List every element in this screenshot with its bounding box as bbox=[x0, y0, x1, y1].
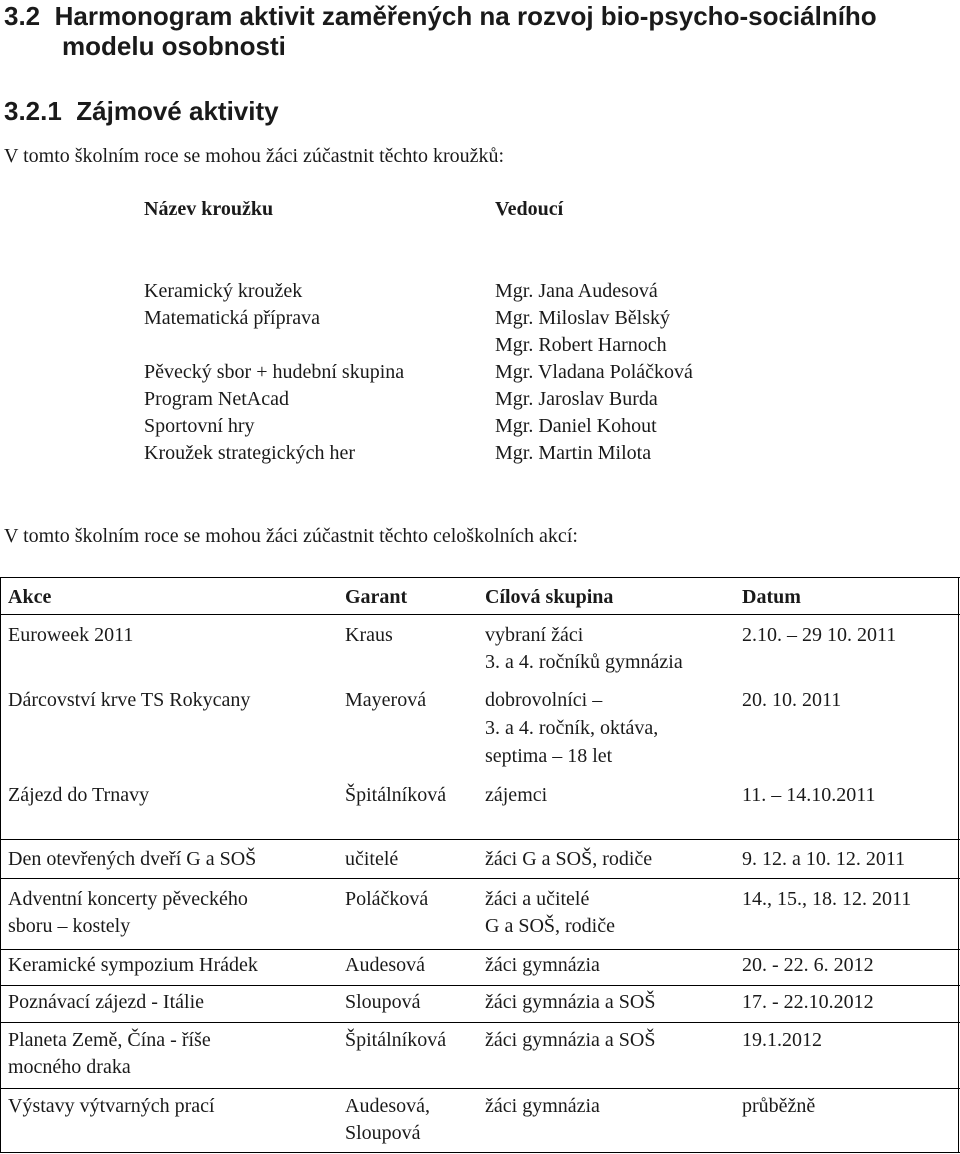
club-leader: Mgr. Vladana Poláčková bbox=[495, 361, 693, 383]
event-datum: 9. 12. a 10. 12. 2011 bbox=[742, 848, 906, 870]
event-skupina: žáci gymnázia a SOŠ bbox=[485, 1029, 656, 1051]
club-leader: Mgr. Miloslav Bělský bbox=[495, 307, 671, 329]
table-row-divider bbox=[0, 878, 960, 879]
subsection-title: Zájmové aktivity bbox=[76, 96, 279, 126]
event-garant: Mayerová bbox=[345, 689, 427, 711]
intro-clubs: V tomto školním roce se mohou žáci zúčastnit těchto kroužků: bbox=[4, 145, 505, 167]
table-row-divider bbox=[0, 985, 960, 986]
club-leader: Mgr. Daniel Kohout bbox=[495, 415, 657, 437]
event-garant: Špitálníková bbox=[345, 784, 447, 806]
event-skupina: žáci gymnázia bbox=[485, 954, 600, 976]
club-leader: Mgr. Jaroslav Burda bbox=[495, 388, 658, 410]
table-border-bottom bbox=[0, 1152, 960, 1153]
table-row-divider bbox=[0, 1022, 960, 1023]
section-number: 3.2 bbox=[4, 1, 41, 31]
club-name: Sportovní hry bbox=[144, 415, 255, 437]
event-garant: Poláčková bbox=[345, 888, 429, 910]
event-skupina: žáci gymnázia a SOŠ bbox=[485, 991, 656, 1013]
event-akce: Planeta Země, Čína - říše bbox=[8, 1029, 211, 1051]
event-datum: 14., 15., 18. 12. 2011 bbox=[742, 888, 912, 910]
event-datum: 17. - 22.10.2012 bbox=[742, 991, 874, 1013]
club-name: Kroužek strategických her bbox=[144, 442, 356, 464]
event-datum: 2.10. – 29 10. 2011 bbox=[742, 624, 897, 646]
event-akce: Keramické sympozium Hrádek bbox=[8, 954, 258, 976]
event-datum: 20. 10. 2011 bbox=[742, 689, 842, 711]
events-header-datum: Datum bbox=[742, 586, 801, 608]
club-name: Pěvecký sbor + hudební skupina bbox=[144, 361, 405, 383]
event-skupina: dobrovolníci – bbox=[485, 689, 603, 711]
event-garant: učitelé bbox=[345, 848, 399, 870]
club-leader: Mgr. Robert Harnoch bbox=[495, 334, 667, 356]
event-garant: Kraus bbox=[345, 624, 393, 646]
table-row-divider bbox=[0, 949, 960, 950]
table-row-divider bbox=[0, 1088, 960, 1089]
event-akce: Adventní koncerty pěveckého bbox=[8, 888, 248, 910]
subsection-number: 3.2.1 bbox=[4, 96, 62, 126]
events-header-akce: Akce bbox=[8, 586, 52, 608]
table-border-right bbox=[958, 577, 959, 1153]
intro-events: V tomto školním roce se mohou žáci zúčastnit těchto celoškolních akcí: bbox=[4, 525, 578, 547]
table-section-divider bbox=[0, 839, 960, 840]
club-name: Keramický kroužek bbox=[144, 280, 303, 302]
subsection-heading bbox=[4, 95, 279, 128]
event-akce: Poznávací zájezd - Itálie bbox=[8, 991, 204, 1013]
section-title-line1: Harmonogram aktivit zaměřených na rozvoj bio-psycho-sociálního bbox=[54, 1, 877, 31]
table-border-left bbox=[0, 577, 1, 1153]
event-garant: Sloupová bbox=[345, 1122, 421, 1144]
event-skupina: G a SOŠ, rodiče bbox=[485, 915, 615, 937]
event-skupina: 3. a 4. ročníků gymnázia bbox=[485, 651, 683, 673]
event-garant: Sloupová bbox=[345, 991, 421, 1013]
event-akce: Zájezd do Trnavy bbox=[8, 784, 150, 806]
event-skupina: 3. a 4. ročník, oktáva, bbox=[485, 717, 659, 739]
event-datum: 19.1.2012 bbox=[742, 1029, 822, 1051]
club-leader: Mgr. Martin Milota bbox=[495, 442, 652, 464]
clubs-header-leader: Vedoucí bbox=[495, 198, 564, 220]
table-border-top bbox=[0, 577, 960, 578]
club-name: Matematická příprava bbox=[144, 307, 321, 329]
event-datum: průběžně bbox=[742, 1095, 816, 1117]
event-datum: 20. - 22. 6. 2012 bbox=[742, 954, 874, 976]
event-skupina: žáci a učitelé bbox=[485, 888, 590, 910]
events-header-skupina: Cílová skupina bbox=[485, 586, 614, 608]
event-skupina: septima – 18 let bbox=[485, 745, 613, 767]
event-akce: Dárcovství krve TS Rokycany bbox=[8, 689, 251, 711]
club-name: Program NetAcad bbox=[144, 388, 289, 410]
section-title-line2: modelu osobnosti bbox=[62, 31, 286, 61]
event-garant: Audesová bbox=[345, 954, 425, 976]
event-skupina: zájemci bbox=[485, 784, 548, 806]
event-akce: Den otevřených dveří G a SOŠ bbox=[8, 848, 257, 870]
event-datum: 11. – 14.10.2011 bbox=[742, 784, 876, 806]
event-skupina: vybraní žáci bbox=[485, 624, 584, 646]
event-skupina: žáci gymnázia bbox=[485, 1095, 600, 1117]
table-row-divider bbox=[0, 614, 960, 615]
event-akce: sboru – kostely bbox=[8, 915, 131, 937]
event-akce: mocného draka bbox=[8, 1056, 131, 1078]
event-garant: Špitálníková bbox=[345, 1029, 447, 1051]
event-akce: Výstavy výtvarných prací bbox=[8, 1095, 215, 1117]
club-leader: Mgr. Jana Audesová bbox=[495, 280, 658, 302]
section-heading bbox=[4, 0, 877, 33]
clubs-header-name: Název kroužku bbox=[144, 198, 274, 220]
event-akce: Euroweek 2011 bbox=[8, 624, 134, 646]
event-garant: Audesová, bbox=[345, 1095, 430, 1117]
event-skupina: žáci G a SOŠ, rodiče bbox=[485, 848, 653, 870]
events-header-garant: Garant bbox=[345, 586, 408, 608]
